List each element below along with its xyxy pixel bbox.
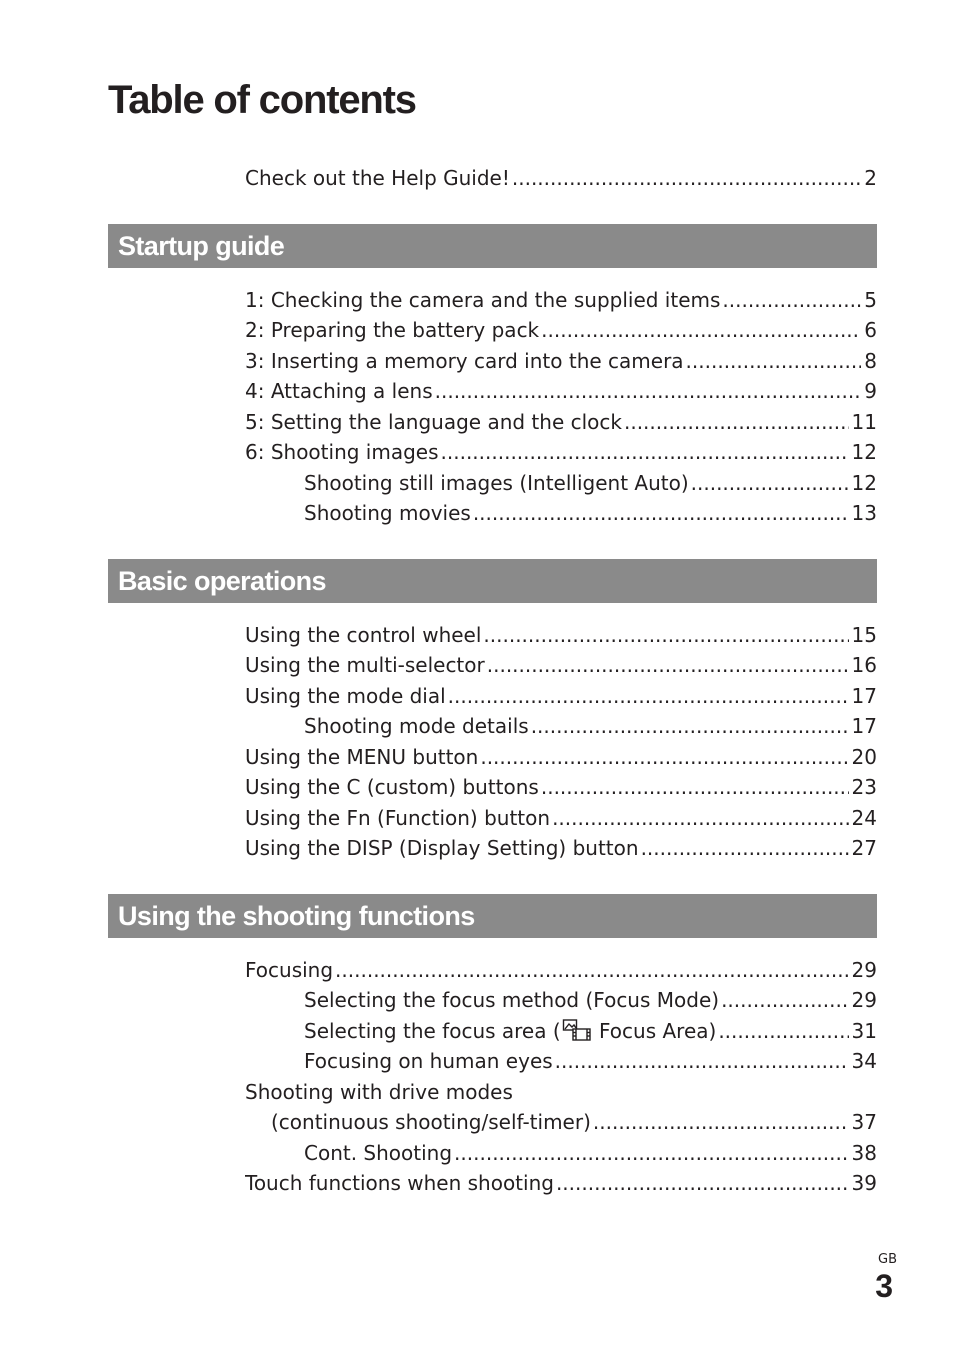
- dot-leader: [483, 621, 848, 649]
- toc-entry-help-guide[interactable]: [245, 164, 877, 192]
- dot-leader: [686, 347, 862, 375]
- toc-entry-label: Cont. Shooting: [304, 1141, 453, 1165]
- toc-entry-continuation[interactable]: [271, 1108, 877, 1136]
- toc-entry-page: 34: [851, 1049, 877, 1073]
- dot-leader: [624, 408, 849, 436]
- toc-entry-label: 6: Shooting images: [245, 440, 439, 464]
- toc-entry-label: [304, 1017, 718, 1045]
- dot-leader: [435, 377, 862, 405]
- dot-leader: [691, 469, 849, 497]
- dot-leader: [552, 804, 848, 832]
- toc-entry-label: 2: Preparing the battery pack: [245, 318, 540, 342]
- toc-entry-label: Using the control wheel: [245, 623, 482, 647]
- toc-entry-page: 23: [851, 775, 877, 799]
- toc-entry[interactable]: [245, 347, 877, 375]
- toc-entry-page: 8: [864, 349, 877, 373]
- page-title: Table of contents: [108, 78, 416, 122]
- toc-entry-label: 3: Inserting a memory card into the camera: [245, 349, 684, 373]
- dot-leader: [718, 1017, 848, 1045]
- toc-entry-label: Focusing on human eyes: [304, 1049, 553, 1073]
- toc-subentry[interactable]: [304, 469, 877, 497]
- toc-entry-page: 11: [851, 410, 877, 434]
- toc-entry-label: Using the mode dial: [245, 684, 446, 708]
- dot-leader: [454, 1139, 849, 1167]
- toc-entry-label: 1: Checking the camera and the supplied items: [245, 288, 721, 312]
- toc-subentry[interactable]: [304, 1017, 877, 1045]
- section-title: Using the shooting functions: [118, 901, 475, 931]
- toc-entry[interactable]: [245, 682, 877, 710]
- toc-entry-page: 39: [851, 1171, 877, 1195]
- toc-entry-label: 4: Attaching a lens: [245, 379, 433, 403]
- toc-entry-label-suffix: Focus Area): [592, 1019, 717, 1043]
- toc-entry-page: 31: [851, 1019, 877, 1043]
- section-title: Startup guide: [118, 231, 285, 261]
- toc-entry-page: 6: [864, 318, 877, 342]
- dot-leader: [722, 286, 861, 314]
- toc-subentry[interactable]: [304, 986, 877, 1014]
- toc-entry[interactable]: [245, 1169, 877, 1197]
- toc-entry[interactable]: [245, 743, 877, 771]
- toc-entry-label: (continuous shooting/self-timer): [271, 1110, 591, 1134]
- toc-entry-page: 5: [864, 288, 877, 312]
- toc-entry-label: Shooting with drive modes: [245, 1080, 513, 1104]
- toc-entry-label: Shooting movies: [304, 501, 471, 525]
- dot-leader: [593, 1108, 849, 1136]
- dot-leader: [721, 986, 848, 1014]
- toc-entry-page: 9: [864, 379, 877, 403]
- toc-entry-page: 12: [851, 471, 877, 495]
- dot-leader: [480, 743, 848, 771]
- toc-entry-page: 38: [851, 1141, 877, 1165]
- dot-leader: [441, 438, 849, 466]
- toc-entry[interactable]: [245, 956, 877, 984]
- toc-entry-page: 24: [851, 806, 877, 830]
- toc-entry[interactable]: [245, 286, 877, 314]
- dot-leader: [556, 1169, 849, 1197]
- dot-leader: [541, 773, 849, 801]
- toc-entry-label: Touch functions when shooting: [245, 1171, 554, 1195]
- toc-subentry[interactable]: [304, 499, 877, 527]
- toc-entry-label: Check out the Help Guide!: [245, 166, 510, 190]
- toc-entry[interactable]: [245, 438, 877, 466]
- toc-entry-page: 17: [851, 684, 877, 708]
- dot-leader: [531, 712, 849, 740]
- dot-leader: [473, 499, 849, 527]
- section-header-shooting-functions: [108, 894, 877, 938]
- section-header-basic-operations: [108, 559, 877, 603]
- dot-leader: [448, 682, 849, 710]
- dot-leader: [555, 1047, 849, 1075]
- toc-entry-page: 17: [851, 714, 877, 738]
- dot-leader: [335, 956, 849, 984]
- toc-entry[interactable]: [245, 834, 877, 862]
- toc-entry-page: 2: [864, 166, 877, 190]
- toc-entry-label: Using the DISP (Display Setting) button: [245, 836, 639, 860]
- toc-entry[interactable]: [245, 408, 877, 436]
- dot-leader: [512, 164, 861, 192]
- toc-entry-label: Shooting still images (Intelligent Auto): [304, 471, 689, 495]
- toc-entry[interactable]: [245, 651, 877, 679]
- toc-entry-label: Using the MENU button: [245, 745, 479, 769]
- still-movie-icon: [562, 1018, 592, 1045]
- toc-entry-label: Using the Fn (Function) button: [245, 806, 551, 830]
- toc-entry-label-prefix: Selecting the focus area (: [304, 1019, 561, 1043]
- toc-subentry[interactable]: [304, 1139, 877, 1167]
- toc-subentry[interactable]: [304, 1047, 877, 1075]
- toc-entry-label: Selecting the focus method (Focus Mode): [304, 988, 720, 1012]
- toc-entry-page: 13: [851, 501, 877, 525]
- toc-entry-heading[interactable]: [245, 1078, 877, 1106]
- toc-subentry[interactable]: [304, 712, 877, 740]
- toc-entry[interactable]: [245, 773, 877, 801]
- dot-leader: [541, 316, 861, 344]
- section-title: Basic operations: [118, 566, 326, 596]
- toc-entry-page: 29: [851, 988, 877, 1012]
- toc-entry-page: 27: [851, 836, 877, 860]
- toc-entry-page: 15: [851, 623, 877, 647]
- toc-entry-label: Shooting mode details: [304, 714, 529, 738]
- toc-entry[interactable]: [245, 316, 877, 344]
- toc-entry[interactable]: [245, 621, 877, 649]
- toc-entry[interactable]: [245, 377, 877, 405]
- section-header-startup-guide: [108, 224, 877, 268]
- toc-entry-page: 12: [851, 440, 877, 464]
- toc-entry-label: 5: Setting the language and the clock: [245, 410, 622, 434]
- toc-entry-label: Using the C (custom) buttons: [245, 775, 539, 799]
- dot-leader: [641, 834, 849, 862]
- language-code: GB: [878, 1252, 897, 1267]
- toc-entry-label: Focusing: [245, 958, 334, 982]
- toc-entry[interactable]: [245, 804, 877, 832]
- page-number: 3: [875, 1268, 893, 1304]
- toc-entry-page: 16: [851, 653, 877, 677]
- dot-leader: [487, 651, 849, 679]
- toc-entry-page: 37: [851, 1110, 877, 1134]
- toc-entry-page: 20: [851, 745, 877, 769]
- toc-entry-label: Using the multi-selector: [245, 653, 485, 677]
- toc-entry-page: 29: [851, 958, 877, 982]
